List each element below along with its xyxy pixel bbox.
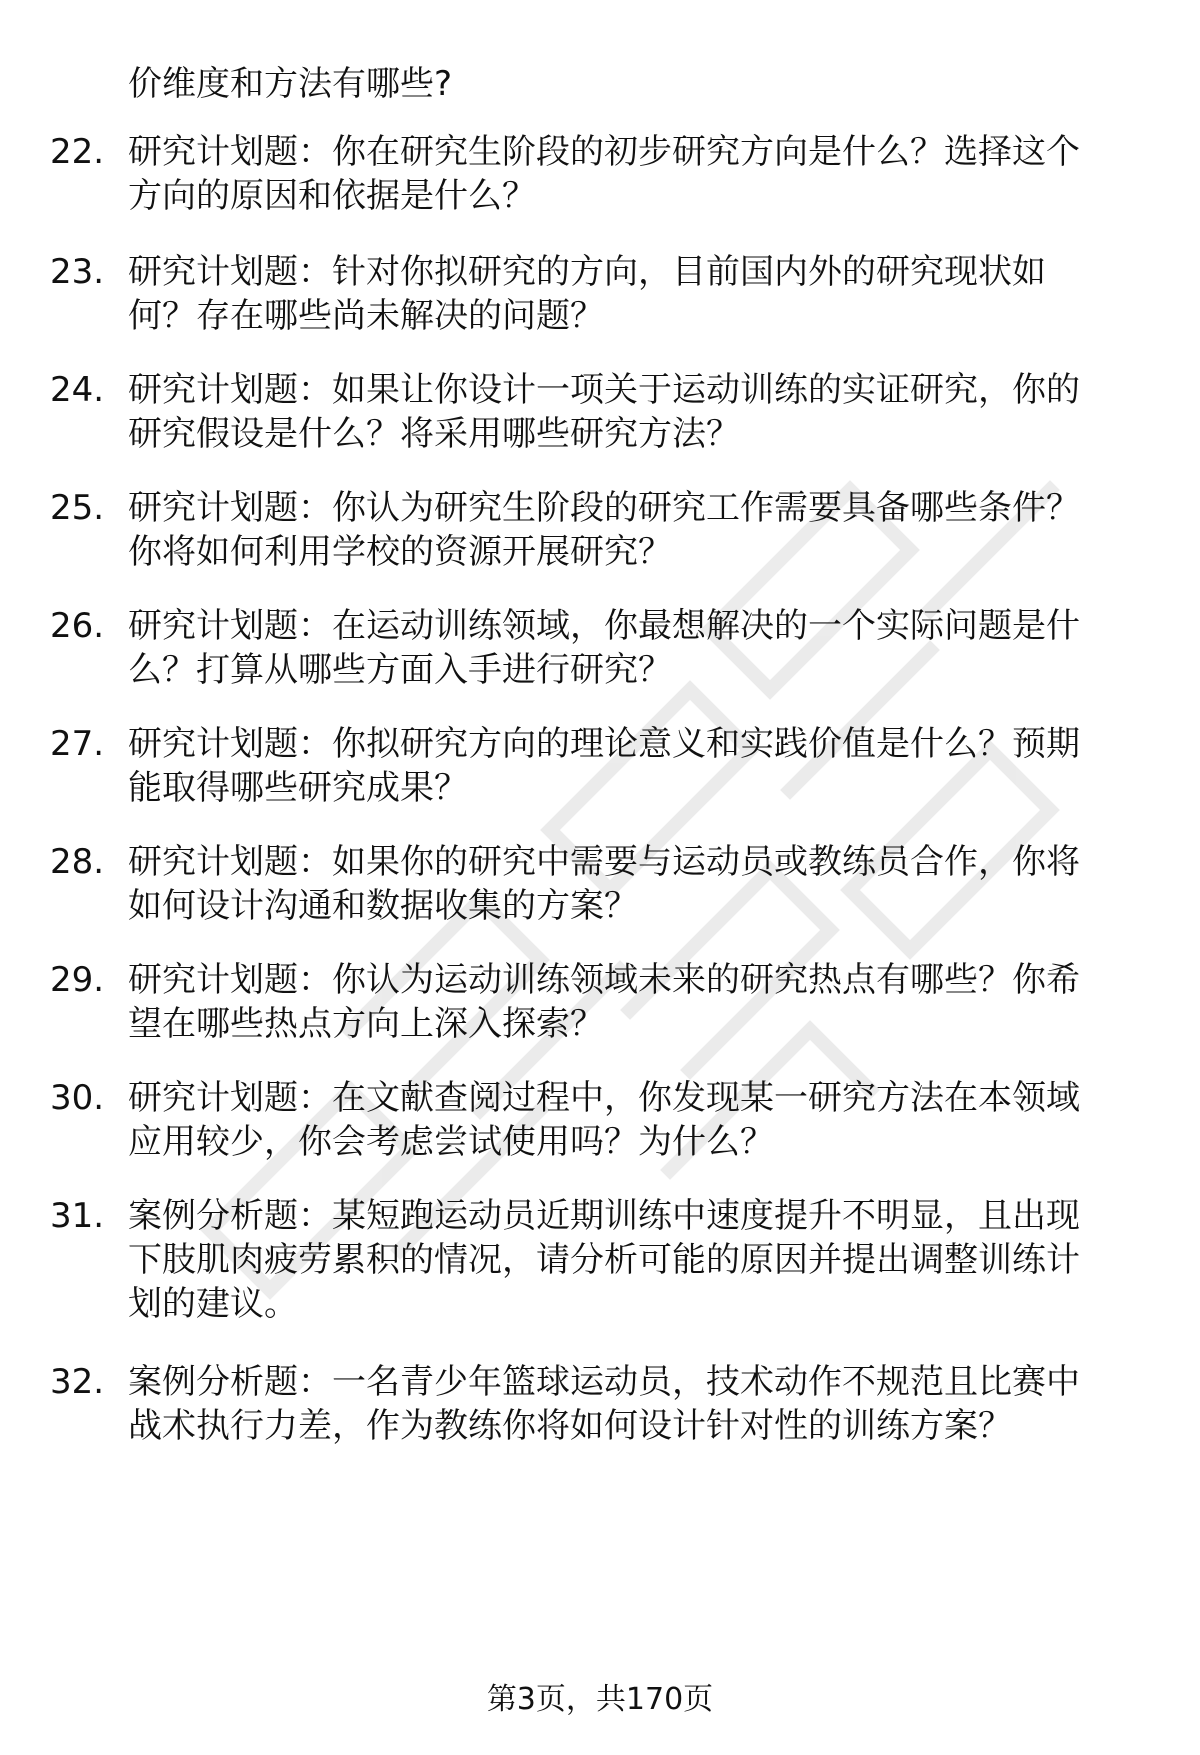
question-number: 22. [50, 132, 105, 172]
question-number: 26. [50, 606, 105, 646]
question-number: 23. [50, 252, 105, 292]
question-number: 30. [50, 1078, 105, 1118]
question-text-line: 研究计划题：如果让你设计一项关于运动训练的实证研究，你的 [128, 370, 1080, 410]
question-text-line: 如何设计沟通和数据收集的方案？ [128, 886, 638, 926]
question-text-line: 划的建议。 [128, 1284, 298, 1324]
question-text-line: 研究计划题：你拟研究方向的理论意义和实践价值是什么？预期 [128, 724, 1080, 764]
question-text-line: 研究计划题：针对你拟研究的方向，目前国内外的研究现状如 [128, 252, 1046, 292]
question-text-line: 研究计划题：你认为运动训练领域未来的研究热点有哪些？你希 [128, 960, 1080, 1000]
question-number: 31. [50, 1196, 105, 1236]
watermark-stroke [790, 650, 930, 790]
question-text-line: 应用较少，你会考虑尝试使用吗？为什么？ [128, 1122, 774, 1162]
question-number: 28. [50, 842, 105, 882]
question-text-line: 下肢肌肉疲劳累积的情况，请分析可能的原因并提出调整训练计 [128, 1240, 1080, 1280]
question-text-line: 何？存在哪些尚未解决的问题？ [128, 296, 604, 336]
question-text-line: 案例分析题：一名青少年篮球运动员，技术动作不规范且比赛中 [128, 1362, 1080, 1402]
question-text-line: 研究计划题：在运动训练领域，你最想解决的一个实际问题是什 [128, 606, 1080, 646]
question-text-line: 研究计划题：如果你的研究中需要与运动员或教练员合作，你将 [128, 842, 1080, 882]
question-text-line: 能取得哪些研究成果？ [128, 768, 468, 808]
question-number: 27. [50, 724, 105, 764]
question-text-line: 望在哪些热点方向上深入探索？ [128, 1004, 604, 1044]
question-text-line: 案例分析题：某短跑运动员近期训练中速度提升不明显，且出现 [128, 1196, 1080, 1236]
question-text-line: 研究计划题：在文献查阅过程中，你发现某一研究方法在本领域 [128, 1078, 1080, 1118]
question-number: 32. [50, 1362, 105, 1402]
question-text-line: 研究计划题：你认为研究生阶段的研究工作需要具备哪些条件？ [128, 488, 1080, 528]
question-text-line: 研究假设是什么？将采用哪些研究方法？ [128, 414, 740, 454]
question-text-line: 方向的原因和依据是什么？ [128, 176, 536, 216]
question-text-line: 战术执行力差，作为教练你将如何设计针对性的训练方案？ [128, 1406, 1012, 1446]
question-text-line: 研究计划题：你在研究生阶段的初步研究方向是什么？选择这个 [128, 132, 1080, 172]
question-text-line: 你将如何利用学校的资源开展研究？ [128, 532, 672, 572]
question-number: 25. [50, 488, 105, 528]
question-text-line: 么？打算从哪些方面入手进行研究？ [128, 650, 672, 690]
page-footer: 第3页，共170页 [486, 1682, 714, 1717]
question-number: 29. [50, 960, 105, 1000]
continuation-text: 价维度和方法有哪些? [128, 64, 453, 104]
question-number: 24. [50, 370, 105, 410]
